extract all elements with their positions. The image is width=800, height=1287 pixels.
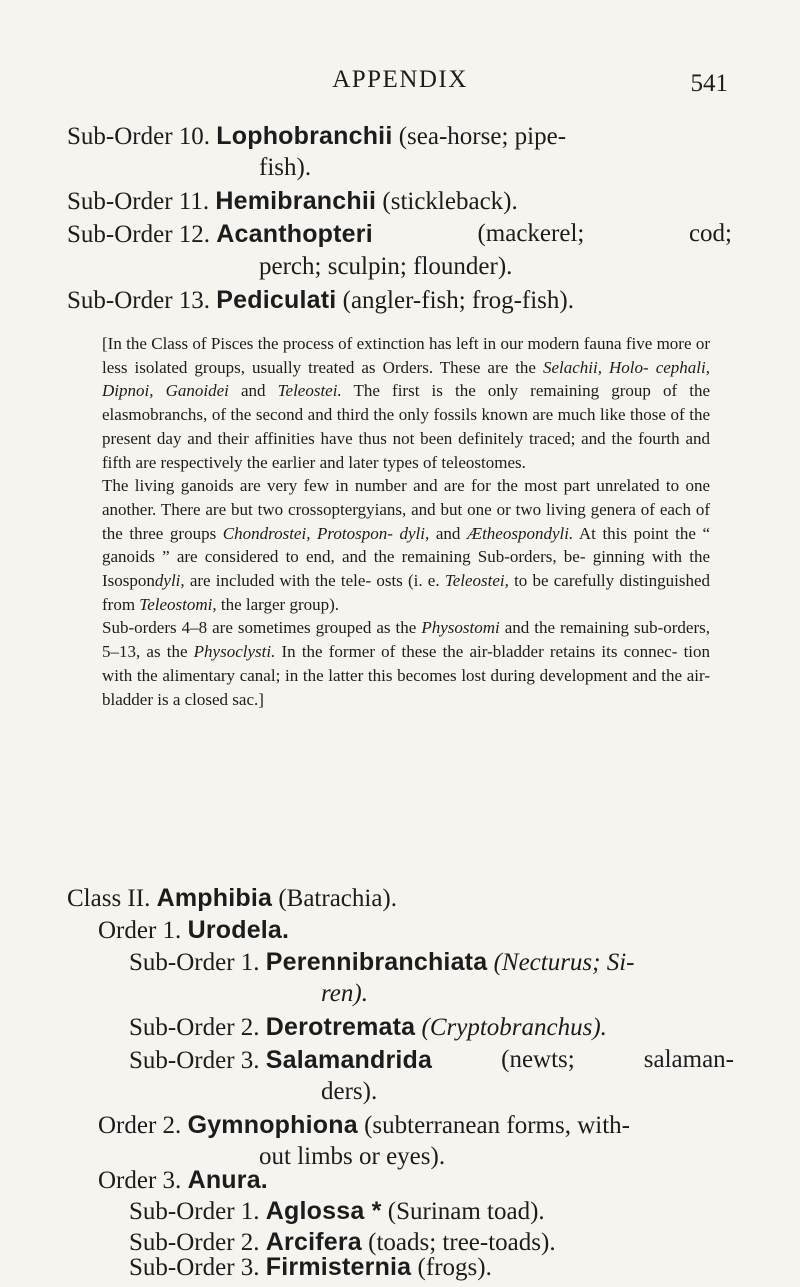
suborder-desc: (sea-horse; pipe- xyxy=(398,123,567,150)
suborder-desc: (stickleback). xyxy=(382,188,518,215)
suborder-desc: (Necturus; Si- xyxy=(493,949,635,976)
order-2-cont: out limbs or eyes). xyxy=(259,1143,446,1170)
order-label: Order 1. xyxy=(98,917,182,944)
suborder-desc: (frogs). xyxy=(417,1254,492,1281)
note-paragraph-2: The living ganoids are very few in number and are for the most part unrelated to one another. There are but two crossoptergyians, and but one or two living genera of each of the three groups Chondrostei, Protospon- dyli, and Ætheospondyli. At this point the “ ganoids ” are considered to end, and the remaining Sub-orders, be- ginning with the Isospondyli, are included with the tele- osts (i. e. Teleostei, to be carefully distinguished from Teleostomi, the larger group). xyxy=(102,476,711,614)
page-number: 541 xyxy=(690,70,728,97)
suborder-label: Sub-Order 13. xyxy=(67,287,211,314)
order-name: Urodela. xyxy=(187,916,290,944)
suborder-name: Arcifera xyxy=(265,1228,362,1256)
suborder-10-cont: fish). xyxy=(259,154,312,181)
suborder-label: Sub-Order 1. xyxy=(129,949,260,976)
suborder-label: Sub-Order 2. xyxy=(129,1014,260,1041)
suborder-desc: (newts; xyxy=(501,1046,575,1073)
suborder-desc: (Cryptobranchus). xyxy=(421,1014,607,1041)
suborder-desc: (Surinam toad). xyxy=(387,1198,545,1225)
suborder-desc: (angler-fish; frog-fish). xyxy=(342,287,574,314)
urodela-suborder-3 xyxy=(129,1044,734,1077)
note-paragraph-3: Sub-orders 4–8 are sometimes grouped as the Physostomi and the remaining sub-orders, 5–13, as the Physoclysti. In the former of these the air-bladder retains its connec- tion with the alimentary canal; in the latter this becomes lost during development and the air-bladder is a closed sac.] xyxy=(102,618,711,709)
suborder-label: Sub-Order 2. xyxy=(129,1229,260,1256)
suborder-name: Hemibranchii xyxy=(215,187,377,215)
suborder-label: Sub-Order 3. xyxy=(129,1254,260,1281)
class-label: Class II. xyxy=(67,885,151,912)
class-desc: (Batrachia). xyxy=(278,885,398,912)
editorial-note xyxy=(102,332,710,711)
suborder-label: Sub-Order 1. xyxy=(129,1198,260,1225)
suborder-name: Perennibranchiata xyxy=(265,948,488,976)
urodela-suborder-1 xyxy=(129,946,635,979)
urodela-suborder-3-cont: ders). xyxy=(321,1078,378,1105)
class-ii xyxy=(67,882,397,915)
order-3 xyxy=(98,1164,268,1197)
suborder-name: Pediculati xyxy=(216,286,337,314)
order-desc: (subterranean forms, with- xyxy=(364,1112,630,1139)
order-name: Gymnophiona xyxy=(187,1111,358,1139)
suborder-label: Sub-Order 3. xyxy=(129,1047,260,1074)
suborder-name: Acanthopteri xyxy=(216,220,373,248)
suborder-label: Sub-Order 12. xyxy=(67,221,211,248)
urodela-suborder-1-cont: ren). xyxy=(321,980,368,1007)
suborder-desc: (mackerel; xyxy=(477,220,585,247)
class-name: Amphibia xyxy=(156,884,273,912)
note-paragraph-1: [In the Class of Pisces the process of extinction has left in our modern fauna five more or less isolated groups, usually treated as Orders. These are the Selachii, Holo- cephali, Dipnoi, Ganoidei and Teleostei. The first is the only remaining group of the elasmobranchs, of the second and third the only fossils known are much like those of the present day and their affinities have thus not been definitely traced; and the fourth and fifth are respectively the earlier and later types of teleostomes. xyxy=(102,334,711,472)
running-head: APPENDIX xyxy=(332,66,468,93)
suborder-10 xyxy=(67,120,566,153)
suborder-13 xyxy=(67,284,574,317)
suborder-12-cont: perch; sculpin; flounder). xyxy=(259,253,513,280)
suborder-desc: salaman- xyxy=(643,1046,734,1073)
order-2 xyxy=(98,1109,630,1142)
suborder-label: Sub-Order 11. xyxy=(67,188,210,215)
suborder-name: Salamandrida xyxy=(265,1046,433,1074)
anura-suborder-3 xyxy=(129,1252,492,1283)
suborder-name: Firmisternia xyxy=(265,1253,412,1281)
suborder-name: Aglossa * xyxy=(265,1197,382,1225)
suborder-12 xyxy=(67,218,732,251)
urodela-suborder-2 xyxy=(129,1011,607,1044)
order-name: Anura. xyxy=(187,1166,268,1194)
suborder-name: Lophobranchii xyxy=(216,122,393,150)
suborder-name: Derotremata xyxy=(265,1013,416,1041)
order-label: Order 3. xyxy=(98,1167,182,1194)
suborder-desc: cod; xyxy=(688,220,732,247)
suborder-11 xyxy=(67,185,518,218)
anura-suborder-1 xyxy=(129,1195,545,1228)
order-label: Order 2. xyxy=(98,1112,182,1139)
suborder-label: Sub-Order 10. xyxy=(67,123,211,150)
order-1 xyxy=(98,914,289,947)
suborder-desc: (toads; tree-toads). xyxy=(368,1229,556,1256)
